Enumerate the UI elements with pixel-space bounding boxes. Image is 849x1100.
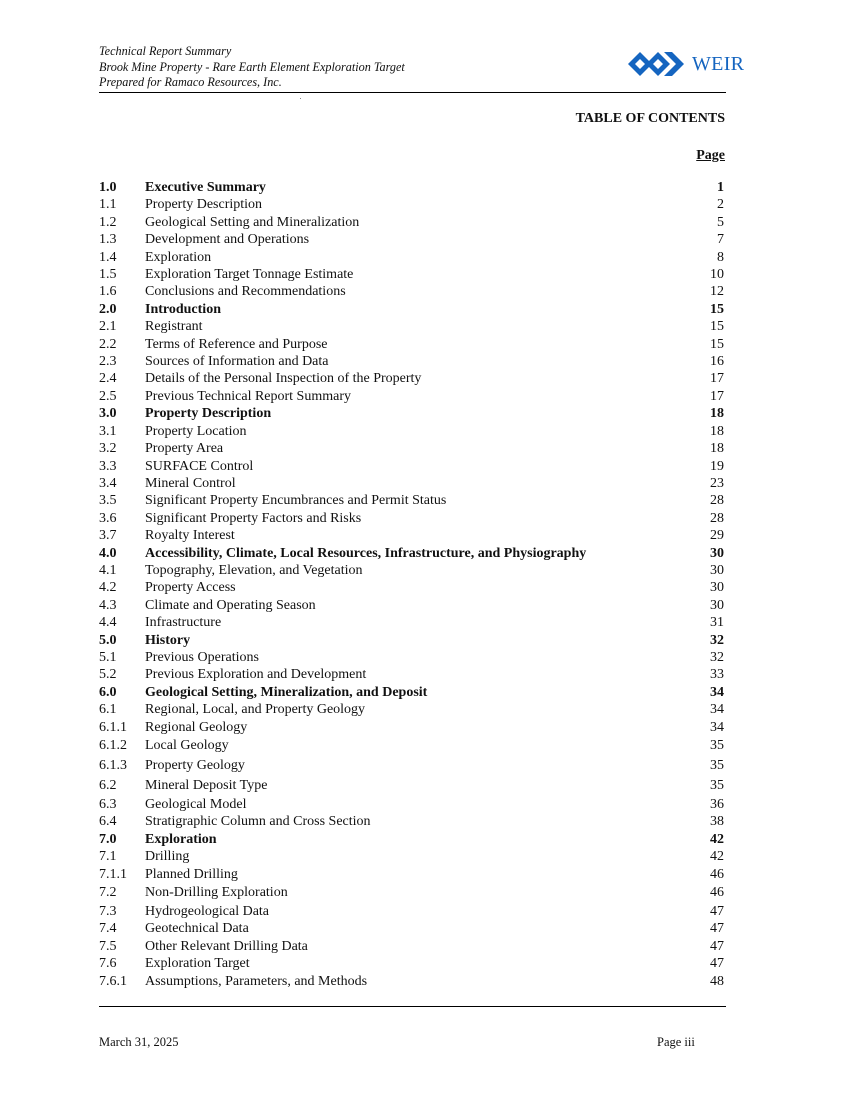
- toc-entry-title: Hydrogeological Data: [145, 904, 270, 920]
- toc-entry-page: 18: [710, 441, 724, 457]
- weir-logo: [628, 51, 744, 77]
- toc-entry-number: 7.1: [99, 849, 117, 865]
- toc-entry[interactable]: [99, 579, 724, 596]
- toc-entry-page: 18: [710, 406, 724, 422]
- header-divider: [99, 92, 726, 93]
- diamond-chevrons-icon: [628, 51, 690, 77]
- toc-entry-page: 47: [710, 921, 724, 937]
- toc-entry-number: 4.4: [99, 615, 117, 631]
- toc-entry-page: 31: [710, 615, 724, 631]
- toc-entry-page: 12: [710, 284, 724, 300]
- toc-entry-title: Property Access: [145, 580, 236, 596]
- toc-entry-title: Exploration: [145, 831, 217, 847]
- toc-entry-page: 8: [717, 249, 724, 265]
- toc-entry-number: 2.4: [99, 371, 117, 387]
- toc-entry-title: Property Location: [145, 423, 247, 439]
- toc-entry[interactable]: [99, 649, 724, 666]
- toc-entry-title: Sources of Information and Data: [145, 354, 329, 370]
- toc-entry[interactable]: [99, 353, 724, 370]
- toc-entry-title: Drilling: [145, 849, 190, 865]
- toc-entry-number: 4.1: [99, 562, 117, 578]
- toc-entry-title: Geotechnical Data: [145, 921, 249, 937]
- toc-entry-title: Non-Drilling Exploration: [145, 885, 288, 901]
- toc-entry[interactable]: [99, 938, 724, 955]
- toc-entry-title: Significant Property Factors and Risks: [145, 510, 362, 526]
- toc-entry-title: Executive Summary: [145, 180, 266, 195]
- toc-entry-title: Geological Setting and Mineralization: [145, 214, 360, 230]
- toc-entry-title: Development and Operations: [145, 232, 310, 248]
- toc-entry-page: 35: [710, 738, 724, 753]
- toc-entry-page: 42: [710, 831, 724, 847]
- toc-entry-title: Other Relevant Drilling Data: [145, 938, 308, 954]
- toc-entry-page: 17: [710, 388, 724, 404]
- toc-entry[interactable]: [99, 903, 724, 920]
- toc-entry[interactable]: [99, 405, 724, 422]
- header-report-subject: Brook Mine Property - Rare Earth Element Exploration Target: [99, 59, 405, 74]
- scan-speck: [300, 98, 301, 99]
- toc-entry-page: 10: [710, 267, 724, 283]
- toc-entry[interactable]: [99, 388, 724, 405]
- toc-entry-number: 5.2: [99, 667, 117, 683]
- toc-entry-page: 35: [710, 778, 724, 793]
- toc-entry-title: Mineral Control: [145, 475, 236, 491]
- toc-entry-title: Geological Setting, Mineralization, and Deposit: [145, 684, 428, 700]
- toc-entry-number: 6.3: [99, 797, 117, 812]
- toc-entry[interactable]: [99, 301, 724, 318]
- toc-entry-number: 7.6.1: [99, 973, 127, 989]
- toc-entry[interactable]: [99, 736, 724, 756]
- toc-entry-number: 7.5: [99, 938, 117, 954]
- toc-entry[interactable]: [99, 440, 724, 457]
- toc-entry-title: Regional, Local, and Property Geology: [145, 702, 366, 718]
- toc-entry[interactable]: [99, 492, 724, 509]
- toc-entry-title: Assumptions, Parameters, and Methods: [145, 973, 368, 989]
- toc-entry-page: 35: [710, 758, 724, 773]
- toc-entry-page: 2: [717, 197, 724, 213]
- toc-entry-title: Accessibility, Climate, Local Resources, Infrastructure, and Physiography: [145, 545, 587, 561]
- toc-entry-page: 47: [710, 938, 724, 954]
- toc-entry[interactable]: [99, 701, 724, 718]
- toc-entry-number: 7.0: [99, 831, 117, 847]
- toc-entry[interactable]: [99, 955, 724, 972]
- toc-entry-number: 3.4: [99, 475, 117, 491]
- toc-entry[interactable]: [99, 370, 724, 387]
- toc-entry-page: 30: [710, 562, 724, 578]
- toc-entry-page: 5: [717, 214, 724, 230]
- toc-entry[interactable]: [99, 883, 724, 903]
- toc-entry[interactable]: [99, 475, 724, 492]
- toc-entry[interactable]: [99, 666, 724, 683]
- toc-entry[interactable]: [99, 231, 724, 248]
- toc-entry-number: 7.1.1: [99, 866, 127, 882]
- toc-entry-number: 6.1.1: [99, 719, 127, 735]
- toc-entry-page: 34: [710, 702, 724, 718]
- footer-divider: [99, 1006, 726, 1007]
- toc-entry-title: Planned Drilling: [145, 866, 238, 882]
- toc-entry-title: Registrant: [145, 319, 203, 335]
- toc-entry-page: 46: [710, 866, 724, 882]
- report-header: [99, 44, 405, 91]
- toc-entry-number: 1.2: [99, 214, 117, 230]
- toc-entry-title: Introduction: [145, 301, 221, 317]
- logo-wordmark: WEIR: [692, 52, 745, 75]
- toc-entry-title: History: [145, 632, 191, 648]
- toc-entry-number: 4.0: [99, 545, 117, 561]
- toc-entry-number: 6.2: [99, 778, 117, 793]
- toc-entry-title: Significant Property Encumbrances and Permit Status: [145, 493, 447, 509]
- toc-entry[interactable]: [99, 423, 724, 440]
- toc-entry-title: Regional Geology: [145, 719, 248, 735]
- toc-entry[interactable]: [99, 632, 724, 649]
- toc-entry[interactable]: [99, 684, 724, 701]
- toc-entry-number: 2.0: [99, 301, 117, 317]
- toc-entry-number: 6.1.2: [99, 738, 127, 753]
- toc-entry-page: 28: [710, 510, 724, 526]
- toc-entry-number: 6.1: [99, 702, 117, 718]
- toc-entry[interactable]: [99, 318, 724, 335]
- toc-entry-title: Stratigraphic Column and Cross Section: [145, 814, 371, 830]
- toc-entry[interactable]: [99, 196, 724, 213]
- toc-entry-page: 15: [710, 336, 724, 352]
- toc-entry-number: 2.3: [99, 354, 117, 370]
- toc-entry-number: 6.4: [99, 814, 117, 830]
- toc-entry-number: 3.1: [99, 423, 117, 439]
- toc-list: [99, 179, 724, 990]
- toc-entry-number: 3.5: [99, 493, 117, 509]
- toc-entry-number: 6.0: [99, 684, 117, 700]
- toc-entry-page: 15: [710, 319, 724, 335]
- toc-entry-page: 32: [710, 649, 724, 665]
- toc-entry[interactable]: [99, 214, 724, 231]
- toc-entry[interactable]: [99, 920, 724, 937]
- toc-entry-title: Local Geology: [145, 738, 229, 753]
- toc-entry[interactable]: [99, 527, 724, 544]
- toc-entry[interactable]: [99, 179, 724, 196]
- toc-entry-title: Infrastructure: [145, 615, 222, 631]
- toc-entry-number: 3.3: [99, 458, 117, 474]
- footer-date: March 31, 2025: [99, 1035, 179, 1049]
- toc-entry-number: 7.4: [99, 921, 117, 937]
- toc-entry-number: 6.1.3: [99, 758, 127, 773]
- toc-entry-title: Property Description: [145, 406, 272, 422]
- toc-entry-page: 32: [710, 632, 724, 648]
- footer-page-number: Page iii: [657, 1035, 695, 1049]
- toc-entry-number: 4.3: [99, 597, 117, 613]
- toc-entry-page: 1: [717, 180, 724, 195]
- toc-entry-number: 7.6: [99, 956, 117, 972]
- toc-entry[interactable]: [99, 458, 724, 475]
- toc-entry-number: 5.0: [99, 632, 117, 648]
- toc-entry[interactable]: [99, 545, 724, 562]
- toc-entry-page: 46: [710, 885, 724, 901]
- toc-heading: TABLE OF CONTENTS: [575, 111, 725, 126]
- toc-entry-page: 42: [710, 849, 724, 865]
- toc-entry-title: Property Geology: [145, 758, 245, 773]
- toc-entry[interactable]: [99, 848, 724, 865]
- toc-entry-number: 7.2: [99, 885, 117, 901]
- toc-entry-title: Property Area: [145, 441, 224, 457]
- toc-entry-title: Previous Exploration and Development: [145, 667, 367, 683]
- toc-entry-number: 5.1: [99, 649, 117, 665]
- toc-entry-number: 3.2: [99, 441, 117, 457]
- toc-entry[interactable]: [99, 614, 724, 631]
- toc-entry-page: 34: [710, 684, 724, 700]
- header-prepared-for: Prepared for Ramaco Resources, Inc.: [99, 75, 282, 89]
- toc-entry[interactable]: [99, 973, 724, 990]
- toc-entry[interactable]: [99, 283, 724, 300]
- toc-entry-title: Exploration Target: [145, 956, 250, 972]
- toc-entry-page: 17: [710, 371, 724, 387]
- toc-entry-title: Details of the Personal Inspection of the Property: [145, 371, 422, 387]
- toc-entry-page: 47: [710, 956, 724, 972]
- toc-entry-page: 33: [710, 667, 724, 683]
- toc-entry-number: 3.0: [99, 406, 117, 422]
- toc-entry[interactable]: [99, 813, 724, 830]
- page-column-heading: Page: [696, 148, 725, 163]
- toc-entry[interactable]: [99, 249, 724, 266]
- toc-entry-title: Previous Technical Report Summary: [145, 388, 352, 404]
- toc-entry[interactable]: [99, 597, 724, 614]
- toc-entry-page: 34: [710, 719, 724, 735]
- toc-entry-page: 15: [710, 301, 724, 317]
- toc-entry[interactable]: [99, 796, 724, 813]
- toc-entry-page: 29: [710, 528, 724, 544]
- toc-entry-page: 28: [710, 493, 724, 509]
- toc-entry-page: 16: [710, 354, 724, 370]
- toc-entry-number: 7.3: [99, 904, 117, 920]
- toc-entry-page: 48: [710, 973, 724, 989]
- toc-entry-page: 30: [710, 545, 724, 561]
- toc-entry[interactable]: [99, 562, 724, 579]
- toc-entry-number: 4.2: [99, 580, 117, 596]
- toc-entry-page: 38: [710, 814, 724, 830]
- toc-entry-page: 18: [710, 423, 724, 439]
- toc-entry[interactable]: [99, 510, 724, 527]
- toc-entry[interactable]: [99, 266, 724, 283]
- toc-entry-number: 1.5: [99, 267, 117, 283]
- toc-entry-page: 36: [710, 797, 724, 812]
- toc-entry-page: 23: [710, 475, 724, 491]
- toc-entry-title: SURFACE Control: [145, 458, 254, 474]
- toc-entry-number: 1.6: [99, 284, 117, 300]
- toc-entry[interactable]: [99, 336, 724, 353]
- toc-entry-title: Royalty Interest: [145, 528, 235, 544]
- toc-entry[interactable]: [99, 866, 724, 883]
- toc-entry-page: 30: [710, 580, 724, 596]
- toc-entry-number: 2.2: [99, 336, 117, 352]
- toc-entry-title: Terms of Reference and Purpose: [145, 336, 328, 352]
- toc-entry-title: Mineral Deposit Type: [145, 778, 268, 793]
- toc-entry-title: Conclusions and Recommendations: [145, 284, 346, 300]
- toc-entry-number: 2.1: [99, 319, 117, 335]
- toc-entry-number: 1.3: [99, 232, 117, 248]
- toc-entry-title: Climate and Operating Season: [145, 597, 316, 613]
- toc-entry-page: 30: [710, 597, 724, 613]
- toc-entry-page: 19: [710, 458, 724, 474]
- toc-entry-title: Property Description: [145, 197, 263, 213]
- header-report-type: Technical Report Summary: [99, 44, 232, 58]
- toc-entry[interactable]: [99, 756, 724, 776]
- toc-entry-page: 47: [710, 904, 724, 920]
- toc-entry-title: Previous Operations: [145, 649, 259, 665]
- toc-entry[interactable]: [99, 831, 724, 848]
- toc-entry-title: Geological Model: [145, 797, 247, 812]
- toc-entry-number: 1.4: [99, 249, 117, 265]
- toc-entry-title: Topography, Elevation, and Vegetation: [145, 562, 363, 578]
- toc-entry-number: 3.6: [99, 510, 117, 526]
- toc-entry-number: 2.5: [99, 388, 117, 404]
- toc-entry-title: Exploration: [145, 249, 212, 265]
- toc-entry-title: Exploration Target Tonnage Estimate: [145, 267, 354, 283]
- toc-entry[interactable]: [99, 776, 724, 796]
- toc-entry[interactable]: [99, 719, 724, 736]
- toc-entry-number: 1.0: [99, 180, 117, 195]
- toc-entry-page: 7: [717, 232, 724, 248]
- toc-entry-number: 3.7: [99, 528, 117, 544]
- toc-entry-number: 1.1: [99, 197, 117, 213]
